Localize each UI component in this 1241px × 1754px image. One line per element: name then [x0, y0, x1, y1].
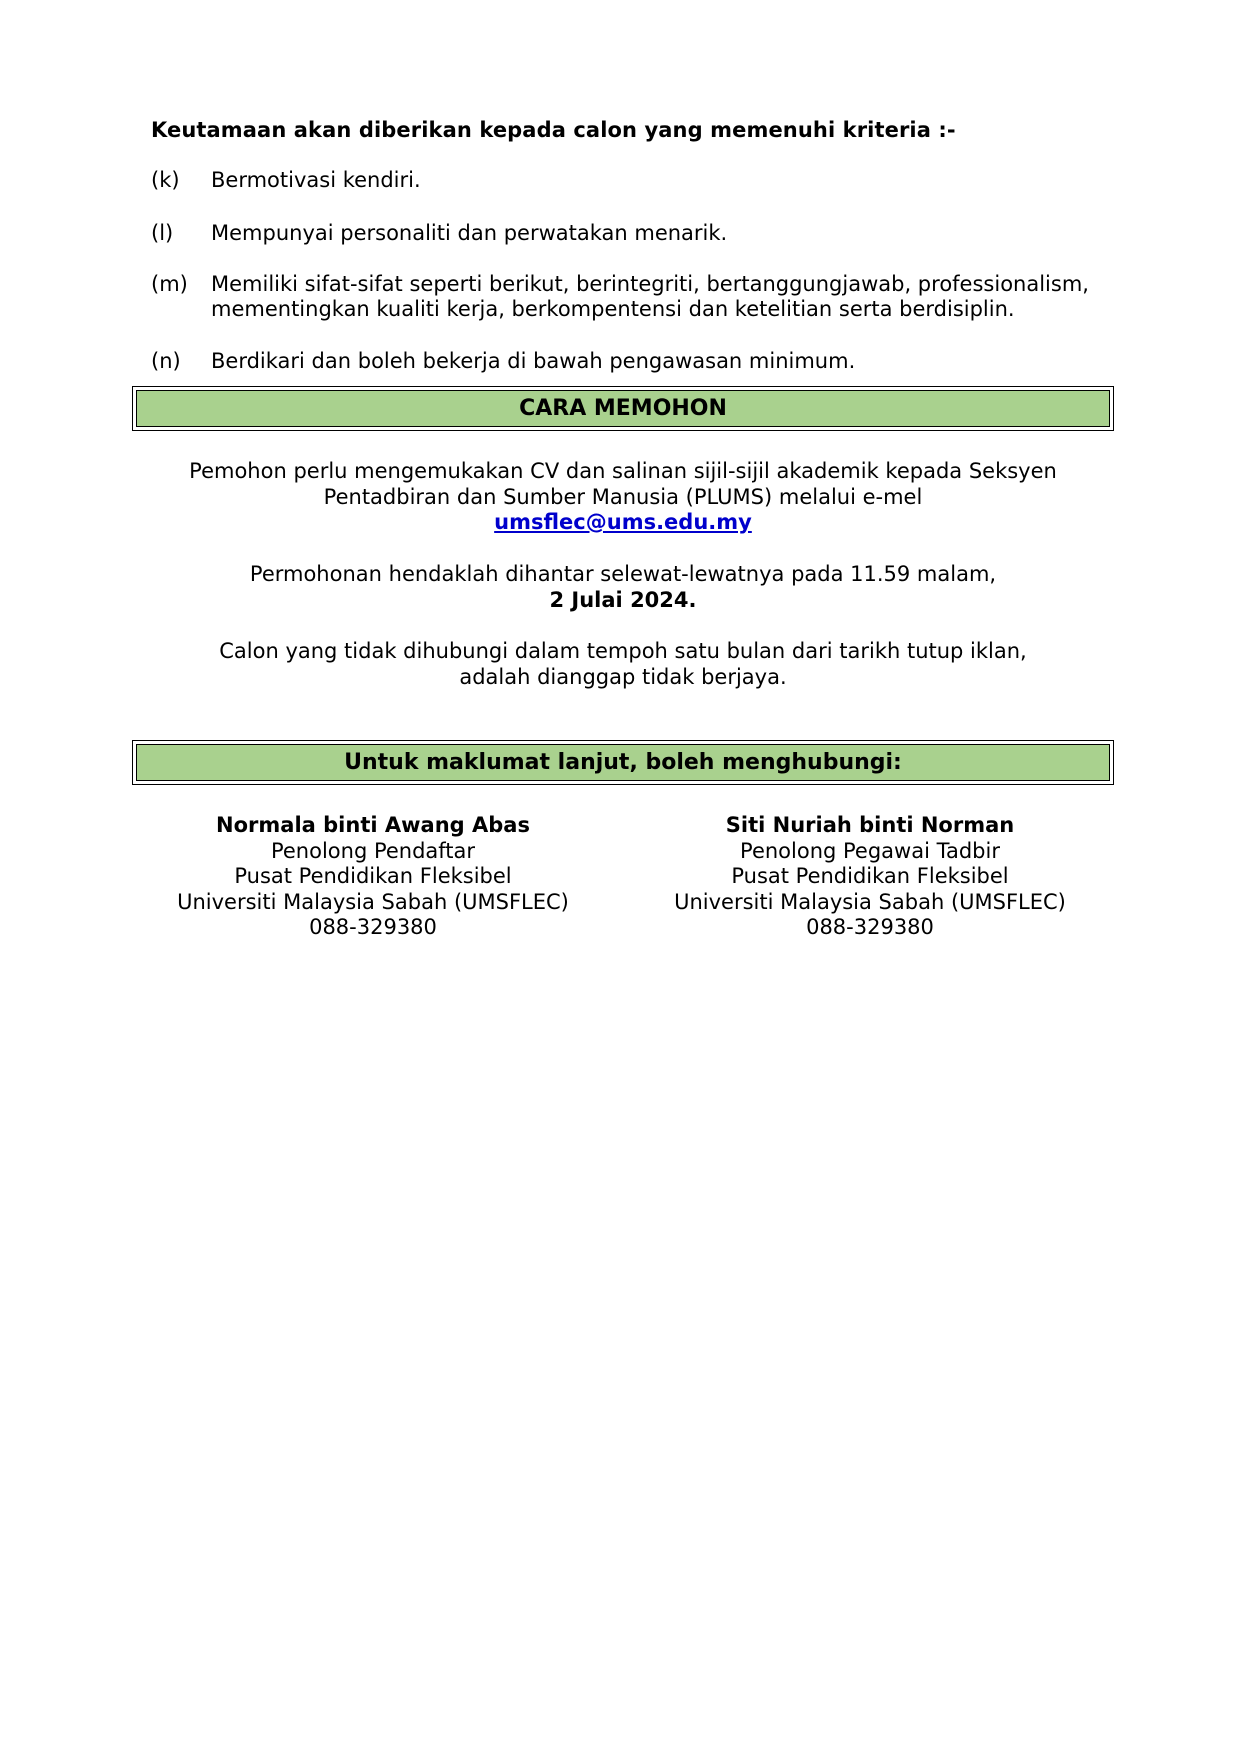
contact-phone: 088-329380: [806, 915, 934, 939]
notice-line-2: adalah dianggap tidak berjaya.: [459, 664, 787, 689]
contact-org: Universiti Malaysia Sabah (UMSFLEC): [177, 889, 569, 914]
contact-person-1: [138, 813, 608, 941]
criteria-item-label: (k): [151, 168, 180, 192]
apply-heading: CARA MEMOHON: [136, 390, 1110, 427]
email-link[interactable]: umsflec@ums.edu.my: [494, 510, 752, 534]
contact-person-2: [635, 813, 1105, 941]
criteria-item-label: (m): [151, 272, 188, 296]
criteria-item-k: [151, 168, 1111, 193]
criteria-item-text: Bermotivasi kendiri.: [211, 168, 421, 192]
deadline-line: Permohonan hendaklah dihantar selewat-lewatnya pada 11.59 malam,: [249, 562, 997, 586]
contact-name: Siti Nuriah binti Norman: [725, 813, 1015, 837]
apply-instructions: [132, 459, 1114, 536]
contact-phone: 088-329380: [309, 915, 437, 939]
contact-title: Penolong Pegawai Tadbir: [740, 838, 1000, 863]
contact-heading-bar: [132, 740, 1114, 785]
contact-unit: Pusat Pendidikan Fleksibel: [731, 864, 1009, 888]
contact-heading: Untuk maklumat lanjut, boleh menghubungi:: [136, 744, 1110, 781]
criteria-item-label: (n): [151, 349, 181, 373]
apply-deadline: [132, 562, 1114, 613]
criteria-item-text: Mempunyai personaliti dan perwatakan menarik.: [211, 221, 728, 245]
deadline-date: 2 Julai 2024.: [549, 587, 697, 612]
criteria-item-m: [151, 272, 1111, 322]
apply-line-2: Pentadbiran dan Sumber Manusia (PLUMS) melalui e-mel: [323, 484, 923, 509]
apply-line-1: Pemohon perlu mengemukakan CV dan salinan sijil-sijil akademik kepada Seksyen: [189, 459, 1057, 483]
criteria-item-text: Berdikari dan boleh bekerja di bawah pengawasan minimum.: [211, 349, 856, 373]
contact-unit: Pusat Pendidikan Fleksibel: [234, 864, 512, 888]
criteria-item-text: Memiliki sifat-sifat seperti berikut, berintegriti, bertanggungjawab, professionalism, mementingkan kualiti kerja, berkompentensi dan ketelitian serta berdisiplin.: [211, 272, 1089, 321]
criteria-item-label: (l): [151, 221, 174, 245]
criteria-item-n: [151, 349, 1111, 374]
contact-title: Penolong Pendaftar: [270, 838, 476, 863]
criteria-heading: Keutamaan akan diberikan kepada calon yang memenuhi kriteria :-: [151, 118, 956, 142]
notice-line-1: Calon yang tidak dihubungi dalam tempoh satu bulan dari tarikh tutup iklan,: [219, 639, 1027, 663]
criteria-item-l: [151, 221, 1111, 246]
apply-notice: [132, 639, 1114, 690]
contact-name: Normala binti Awang Abas: [216, 813, 530, 837]
contact-org: Universiti Malaysia Sabah (UMSFLEC): [674, 889, 1066, 914]
apply-heading-bar: [132, 386, 1114, 431]
